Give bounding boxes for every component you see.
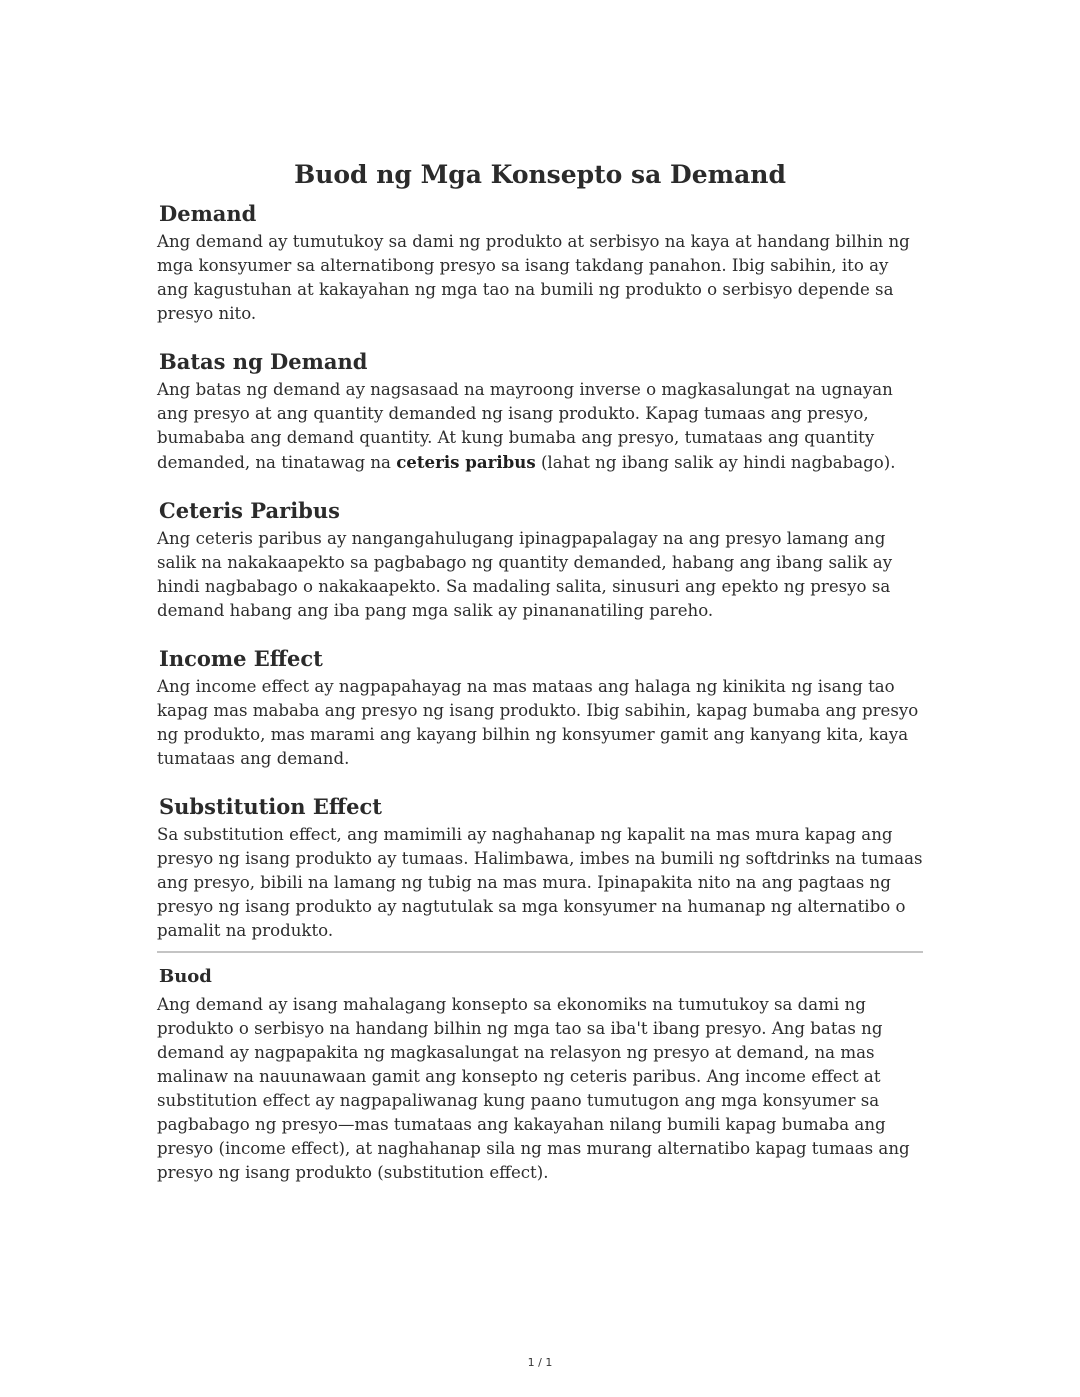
section-heading: Demand [159, 201, 257, 226]
horizontal-divider [157, 951, 923, 953]
section-heading: Income Effect [159, 646, 323, 671]
section-body: Ang ceteris paribus ay nangangahulugang ipinagpapalagay na ang presyo lamang ang salik na nakakaapekto sa pagbabago ng quantity demanded, habang ang ibang salik ay hindi nagbabago o nakakaapekto. Sa madaling salita, sinusuri ang epekto ng presyo sa demand habang ang iba pang mga salik ay pinananatiling pareho. [157, 529, 893, 620]
bold-term: ceteris paribus [396, 452, 536, 472]
section-demand [157, 198, 923, 326]
summary-heading: Buod [159, 966, 212, 987]
section-body [157, 378, 923, 475]
page-number: 1 / 1 [527, 1356, 553, 1369]
section-buod [157, 963, 923, 1185]
section-body: Sa substitution effect, ang mamimili ay naghahanap ng kapalit na mas mura kapag ang presyo ng isang produkto ay tumaas. Halimbawa, imbes na bumili ng softdrinks na tumaas ang presyo, bibili na lamang ng tubig na mas mura. Ipinapakita nito na ang pagtaas ng presyo ng isang produkto ay nagtutulak sa mga konsyumer na humanap ng alternatibo o pamalit na produkto. [157, 825, 923, 940]
section-income-effect [157, 643, 923, 771]
section-substitution-effect [157, 791, 923, 943]
section-body-text: Ang batas ng demand ay nagsasaad na mayroong inverse o magkasalungat na ugnayan ang presyo at ang quantity demanded ng isang produkto. Kapag tumaas ang presyo, bumababa ang demand quantity. At kung bumaba ang presyo, tumataas ang quantity demanded, na tinatawag na [157, 380, 893, 472]
section-body: Ang demand ay tumutukoy sa dami ng produkto at serbisyo na kaya at handang bilhin ng mga konsyumer sa alternatibong presyo sa isang takdang panahon. Ibig sabihin, ito ay ang kagustuhan at kakayahan ng mga tao na bumili ng produkto o serbisyo depende sa presyo nito. [157, 232, 910, 323]
document-page [157, 158, 923, 1185]
section-heading: Substitution Effect [159, 794, 382, 819]
section-heading: Batas ng Demand [159, 349, 368, 374]
page-title: Buod ng Mga Konsepto sa Demand [294, 160, 786, 189]
section-body-text: (lahat ng ibang salik ay hindi nagbabago). [535, 453, 896, 472]
section-heading: Ceteris Paribus [159, 498, 340, 523]
section-body: Ang income effect ay nagpapahayag na mas mataas ang halaga ng kinikita ng isang tao kapag mas mababa ang presyo ng isang produkto. Ibig sabihin, kapag bumaba ang presyo ng produkto, mas marami ang kayang bilhin ng konsyumer gamit ang kanyang kita, kaya tumataas ang demand. [157, 677, 919, 768]
summary-body: Ang demand ay isang mahalagang konsepto sa ekonomiks na tumutukoy sa dami ng produkto o serbisyo na handang bilhin ng mga tao sa iba't ibang presyo. Ang batas ng demand ay nagpapakita ng magkasalungat na relasyon ng presyo at demand, na mas malinaw na nauunawaan gamit ang konsepto ng ceteris paribus. Ang income effect at substitution effect ay nagpapaliwanag kung paano tumutugon ang mga konsyumer sa pagbabago ng presyo—mas tumataas ang kakayahan nilang bumili kapag bumaba ang presyo (income effect), at naghahanap sila ng mas murang alternatibo kapag tumaas ang presyo ng isang produkto (substitution effect). [157, 995, 910, 1182]
section-batas-ng-demand [157, 346, 923, 475]
section-ceteris-paribus [157, 495, 923, 623]
